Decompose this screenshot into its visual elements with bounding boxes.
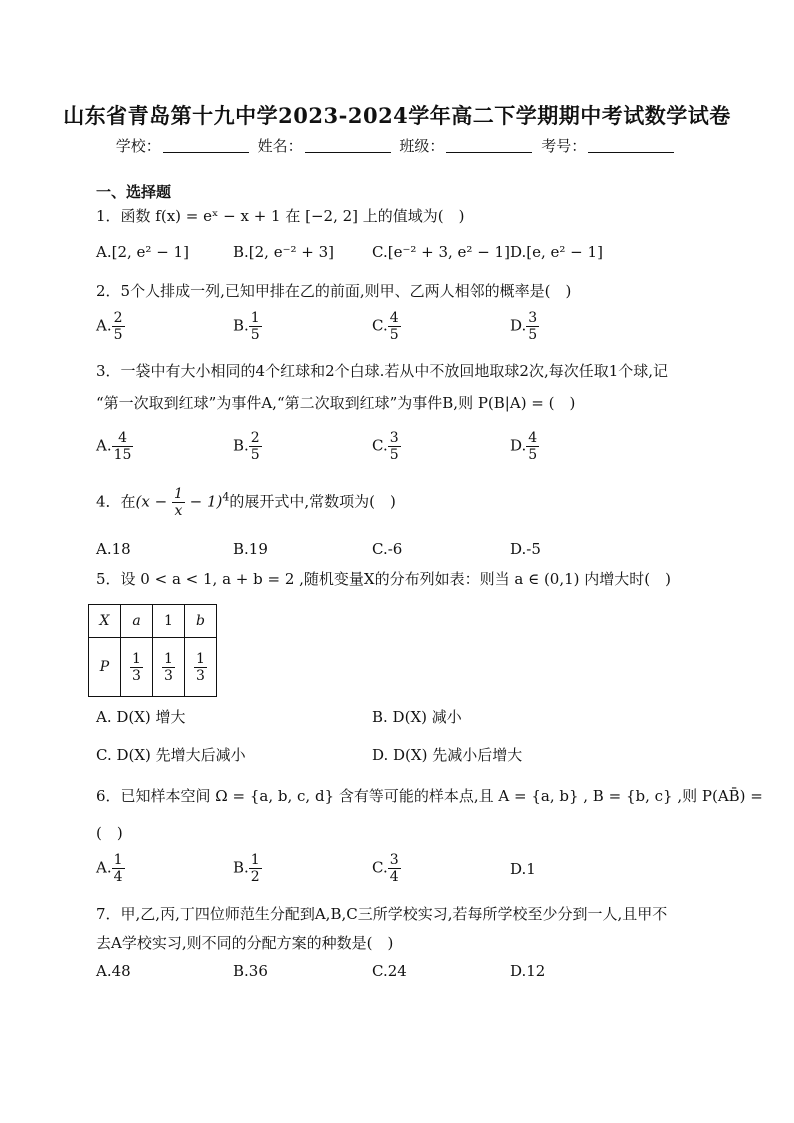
q3-option-b [233, 430, 262, 463]
denominator: 3 [196, 667, 205, 684]
option-letter: D. [510, 436, 527, 455]
q6-option-c [372, 852, 401, 885]
fraction [130, 651, 143, 684]
numerator: 1 [164, 650, 173, 667]
numerator: 4 [389, 310, 399, 326]
fraction [194, 651, 207, 684]
q4-option-b: B.19 [233, 540, 268, 558]
numerator: 1 [250, 310, 260, 326]
question-3-line-2: “第一次取到红球”为事件A,“第二次取到红球”为事件B,则 P(B|A) = ( ) [96, 394, 576, 412]
q6-option-a [96, 852, 125, 885]
denominator: 5 [389, 327, 399, 343]
fraction [526, 310, 539, 343]
q4-expr-end: − 1) [184, 492, 223, 511]
q4-expr-start: (x − [135, 492, 172, 511]
number-label: 考号： [541, 137, 587, 155]
denominator: 3 [164, 667, 173, 684]
option-letter: B. [233, 316, 249, 335]
denominator: 4 [389, 869, 399, 885]
question-5: 5．设 0 < a < 1, a + b = 2 ,随机变量X的分布列如表：则当 a ∈ (0,1) 内增大时( ) [96, 570, 671, 588]
numerator: 4 [528, 430, 538, 446]
class-blank[interactable] [446, 138, 532, 153]
question-7-line-2: 去A学校实习,则不同的分配方案的种数是( ) [96, 934, 394, 952]
school-blank[interactable] [163, 138, 249, 153]
denominator: 5 [113, 327, 123, 343]
q1-option-d: D.[e, e² − 1] [510, 243, 603, 261]
q6-option-d: D.1 [510, 860, 536, 878]
table-cell [121, 638, 153, 697]
denominator: 5 [528, 327, 538, 343]
table-cell [185, 638, 217, 697]
fraction [526, 430, 539, 463]
question-6-line-1: 6．已知样本空间 Ω = {a, b, c, d} 含有等可能的样本点,且 A = {a, b} , B = {b, c} ,则 P(AB̄) = [96, 787, 763, 805]
denominator: 5 [250, 327, 260, 343]
question-4 [96, 486, 396, 519]
class-label: 班级： [399, 137, 445, 155]
option-letter: C. [372, 858, 388, 877]
option-letter: A. [96, 858, 112, 877]
section-heading: 一、选择题 [96, 183, 172, 201]
fraction [249, 430, 262, 463]
q4-option-d: D.-5 [510, 540, 541, 558]
question-7-line-1: 7．甲,乙,丙,丁四位师范生分配到A,B,C三所学校实习,若每所学校至少分到一人,且甲不 [96, 905, 668, 923]
school-label: 学校： [115, 137, 161, 155]
student-info-line [0, 135, 794, 156]
option-letter: C. [372, 316, 388, 335]
table-cell: a [121, 605, 153, 638]
numerator: 2 [113, 310, 123, 326]
q4-suffix: 的展开式中,常数项为( ) [229, 492, 396, 511]
numerator: 4 [112, 430, 134, 447]
denominator: 3 [132, 667, 141, 684]
numerator: 1 [173, 486, 183, 502]
number-blank[interactable] [588, 138, 674, 153]
q2-option-a [96, 310, 125, 343]
q7-option-a: A.48 [96, 962, 131, 980]
q7-option-b: B.36 [233, 962, 268, 980]
fraction [112, 310, 125, 343]
option-letter: A. [96, 316, 112, 335]
q5-option-b: B. D(X) 减小 [372, 708, 462, 726]
denominator: 4 [113, 869, 123, 885]
option-letter: B. [233, 858, 249, 877]
name-blank[interactable] [305, 138, 391, 153]
question-3-line-1: 3．一袋中有大小相同的4个红球和2个白球.若从中不放回地取球2次,每次任取1个球,记 [96, 362, 669, 380]
question-6-line-2: ( ) [96, 824, 123, 842]
numerator: 3 [389, 852, 399, 868]
table-row [89, 638, 217, 697]
fraction [249, 852, 262, 885]
numerator: 1 [196, 650, 205, 667]
table-row [89, 605, 217, 638]
name-label: 姓名： [257, 137, 303, 155]
numerator: 2 [250, 430, 260, 446]
numerator: 1 [113, 852, 123, 868]
denominator: 5 [389, 447, 399, 463]
option-letter: B. [233, 436, 249, 455]
table-cell: X [89, 605, 121, 638]
q4-option-a: A.18 [96, 540, 131, 558]
fraction [388, 310, 401, 343]
option-letter: D. [510, 316, 527, 335]
fraction [388, 852, 401, 885]
q3-option-c [372, 430, 401, 463]
distribution-table [88, 604, 217, 697]
q7-option-d: D.12 [510, 962, 546, 980]
q5-option-c: C. D(X) 先增大后减小 [96, 746, 246, 764]
table-cell: 1 [153, 605, 185, 638]
denominator: 2 [250, 869, 260, 885]
q4-fraction [172, 486, 185, 519]
question-1: 1．函数 f(x) = eˣ − x + 1 在 [−2, 2] 上的值域为( ) [96, 207, 465, 225]
option-letter: A. [96, 436, 112, 455]
q5-option-a: A. D(X) 增大 [96, 708, 186, 726]
numerator: 3 [389, 430, 399, 446]
q6-option-b [233, 852, 262, 885]
denominator: 5 [250, 447, 260, 463]
q1-option-c: C.[e⁻² + 3, e² − 1] [372, 243, 510, 261]
fraction [162, 651, 175, 684]
numerator: 1 [132, 650, 141, 667]
table-cell: P [89, 638, 121, 697]
q2-option-b [233, 310, 262, 343]
q1-option-a: A.[2, e² − 1] [96, 243, 189, 261]
q1-option-b: B.[2, e⁻² + 3] [233, 243, 335, 261]
q3-option-d [510, 430, 539, 463]
denominator: 15 [113, 447, 132, 463]
q4-exponent: 4 [222, 490, 230, 504]
q5-option-d: D. D(X) 先减小后增大 [372, 746, 523, 764]
q4-prefix: 4．在 [96, 492, 136, 511]
fraction [388, 430, 401, 463]
fraction [112, 430, 134, 463]
table-cell [153, 638, 185, 697]
denominator: x [174, 503, 183, 519]
table-cell: b [185, 605, 217, 638]
q7-option-c: C.24 [372, 962, 407, 980]
option-letter: C. [372, 436, 388, 455]
q3-option-a [96, 430, 133, 463]
fraction [112, 852, 125, 885]
q4-option-c: C.-6 [372, 540, 403, 558]
q2-option-d [510, 310, 539, 343]
q2-option-c [372, 310, 401, 343]
numerator: 3 [528, 310, 538, 326]
denominator: 5 [528, 447, 538, 463]
exam-title: 山东省青岛第十九中学2023-2024学年高二下学期期中考试数学试卷 [63, 103, 731, 128]
numerator: 1 [250, 852, 260, 868]
fraction [249, 310, 262, 343]
question-2: 2．5个人排成一列,已知甲排在乙的前面,则甲、乙两人相邻的概率是( ) [96, 282, 572, 300]
